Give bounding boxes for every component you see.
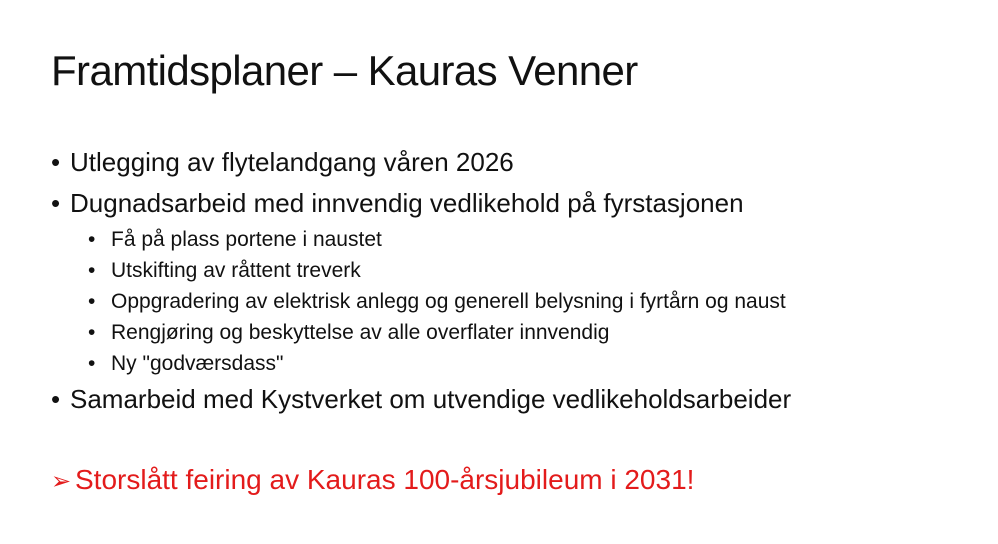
sub-bullet-item xyxy=(51,225,951,256)
bullet-icon: • xyxy=(51,384,61,414)
bullet-icon: • xyxy=(88,290,96,313)
bullet-icon: • xyxy=(51,188,61,218)
highlight-item xyxy=(51,460,951,502)
sub-bullet-item xyxy=(51,256,951,287)
bullet-icon: • xyxy=(88,228,96,251)
spacer xyxy=(51,421,951,460)
slide-title: Framtidsplaner – Kauras Venner xyxy=(51,47,638,94)
bullet-item xyxy=(51,380,951,421)
bullet-icon: • xyxy=(88,321,96,344)
sub-bullet-text: Rengjøring og beskyttelse av alle overflater innvendig xyxy=(111,321,610,344)
sub-bullet-text: Utskifting av råttent treverk xyxy=(111,259,361,282)
bullet-icon: • xyxy=(51,147,61,177)
sub-bullet-text: Ny "godværsdass" xyxy=(111,352,284,375)
bullet-icon: • xyxy=(88,352,96,375)
slide-body xyxy=(51,143,951,502)
bullet-item xyxy=(51,143,951,184)
sub-bullet-text: Få på plass portene i naustet xyxy=(111,228,382,251)
bullet-item xyxy=(51,184,951,225)
sub-bullet-item xyxy=(51,318,951,349)
bullet-icon: • xyxy=(88,259,96,282)
sub-bullet-text: Oppgradering av elektrisk anlegg og generell belysning i fyrtårn og naust xyxy=(111,290,786,313)
bullet-text: Utlegging av flytelandgang våren 2026 xyxy=(70,147,514,177)
sub-bullet-item xyxy=(51,349,951,380)
highlight-text: Storslått feiring av Kauras 100-årsjubileum i 2031! xyxy=(75,464,695,495)
bullet-text: Samarbeid med Kystverket om utvendige vedlikeholdsarbeider xyxy=(70,384,792,414)
sub-bullet-item xyxy=(51,287,951,318)
arrow-bullet-icon: ➢ xyxy=(51,468,72,495)
bullet-text: Dugnadsarbeid med innvendig vedlikehold på fyrstasjonen xyxy=(70,188,744,218)
